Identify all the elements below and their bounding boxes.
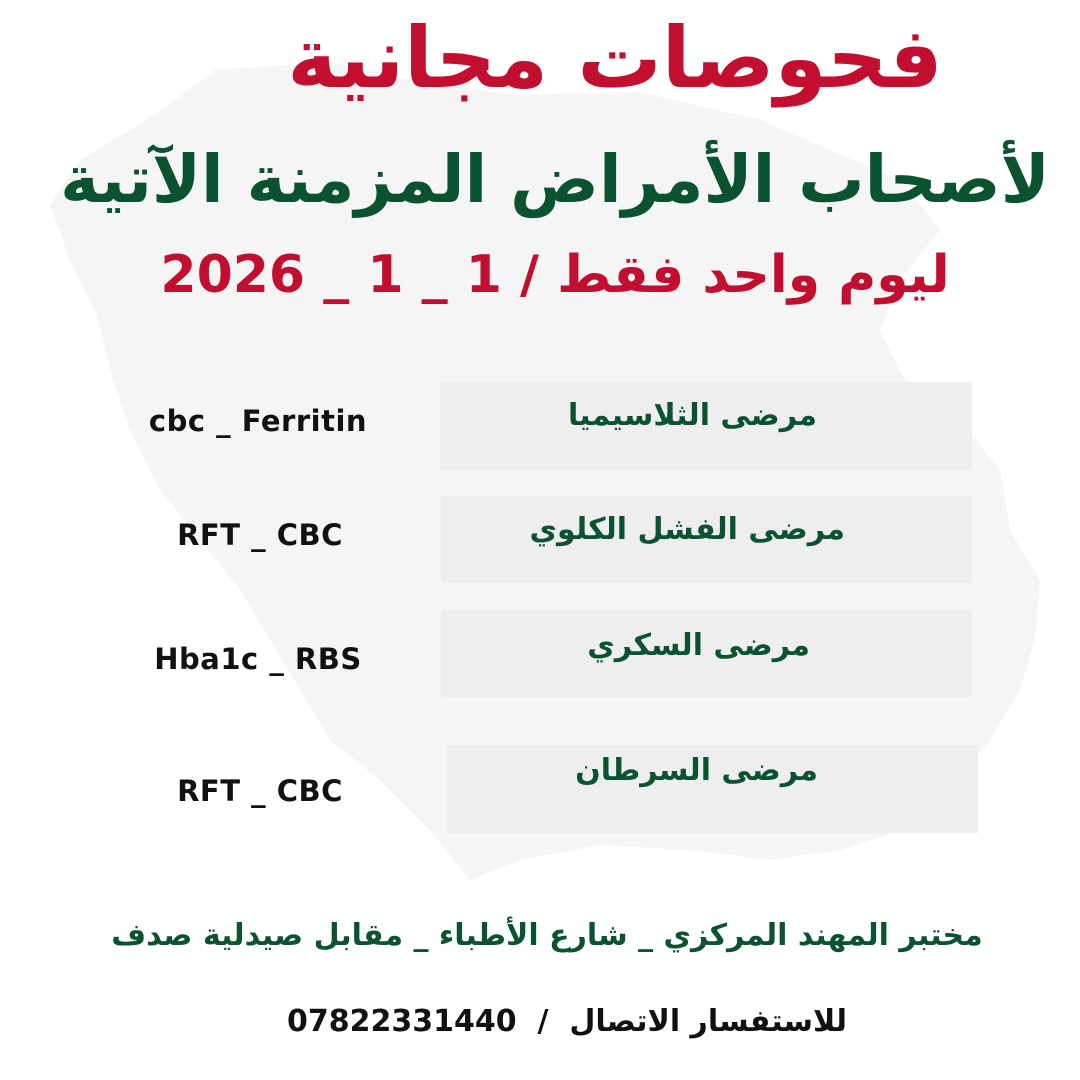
test-names: RFT _ CBC — [177, 774, 343, 808]
contact-separator: / — [527, 1004, 559, 1039]
page-title: فحوصات مجانية — [287, 9, 943, 107]
offer-date-line — [0, 240, 1080, 310]
test-names: RFT _ CBC — [177, 518, 343, 552]
condition-row-kidney-failure — [441, 496, 972, 583]
condition-row-diabetes — [441, 610, 972, 697]
condition-label: مرضى السكري — [587, 628, 810, 663]
contact-line — [0, 1004, 1080, 1039]
offer-date: 2026 _ 1 _ 1 — [160, 245, 502, 305]
condition-row-cancer — [447, 745, 978, 833]
test-names: Hba1c _ RBS — [154, 642, 362, 676]
page-subtitle: لأصحاب الأمراض المزمنة الآتية — [60, 141, 1050, 218]
condition-label: مرضى الفشل الكلوي — [529, 512, 845, 547]
offer-date-prefix: ليوم واحد فقط / — [520, 245, 950, 305]
phone-number: 07822331440 — [286, 1004, 517, 1039]
condition-label: مرضى الثلاسيميا — [568, 398, 817, 433]
condition-row-thalassemia — [440, 382, 972, 470]
lab-address: مختبر المهند المركزي _ شارع الأطباء _ مقابل صيدلية صدف — [111, 918, 983, 953]
test-names: cbc _ Ferritin — [148, 404, 368, 438]
contact-label: للاستفسار الاتصال — [569, 1004, 848, 1039]
condition-label: مرضى السرطان — [575, 753, 818, 788]
